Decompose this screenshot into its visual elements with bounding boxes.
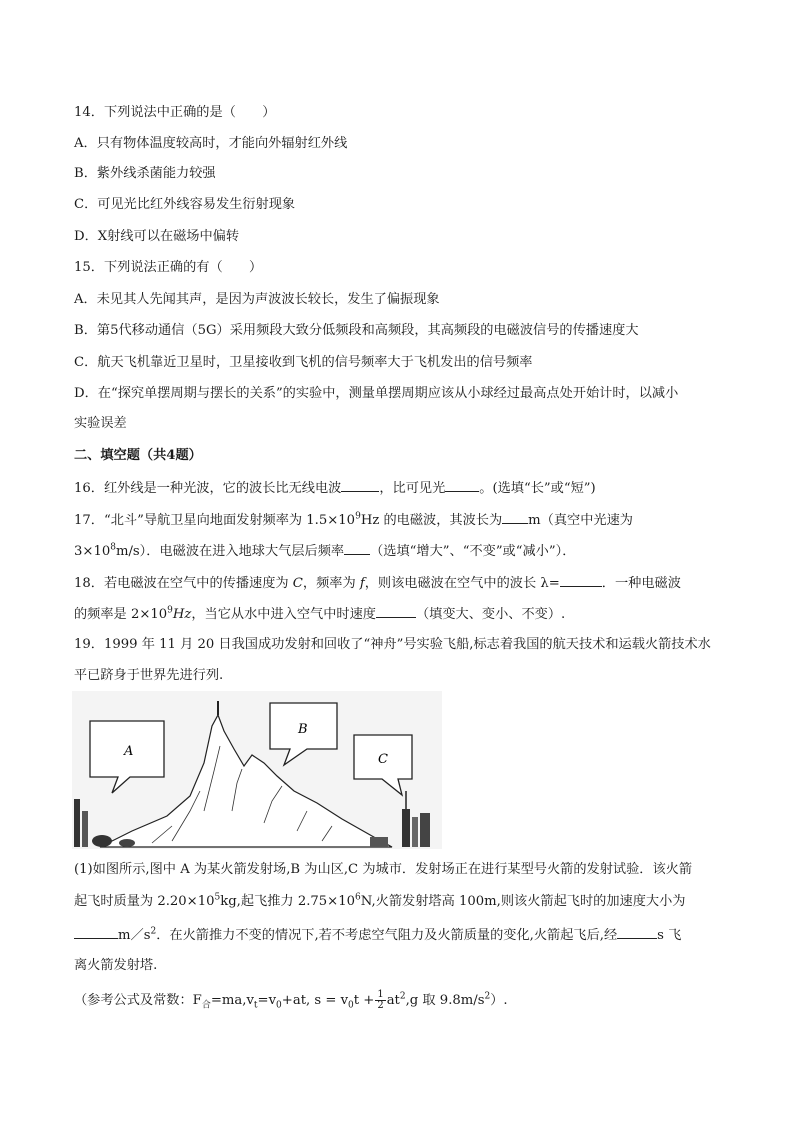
answer-blank[interactable] — [502, 509, 528, 524]
launch-dome — [92, 835, 112, 847]
q14-option-d: D．X射线可以在磁场中偏转 — [74, 229, 240, 244]
answer-blank[interactable] — [344, 540, 370, 555]
label-b: B — [298, 722, 308, 737]
q15-stem: 15．下列说法正确的有（ ） — [74, 260, 263, 275]
q19-part1-line2: 起飞时质量为 $2.20\times 10^5kg$,起飞推力 $2.75\times 10^6N$,火箭发射塔高 100m,则该火箭起飞时的加速度大小为 — [74, 892, 686, 909]
city-building-2 — [412, 817, 418, 847]
q15-option-a: A．未见其人先闻其声，是因为声波波长较长，发生了偏振现象 — [74, 292, 440, 307]
launch-dome-2 — [119, 839, 135, 847]
answer-blank[interactable] — [445, 477, 479, 492]
answer-blank[interactable] — [74, 924, 118, 939]
launch-tower-2 — [82, 811, 88, 847]
q19-part1-line1: (1)如图所示,图中 A 为某火箭发射场,B 为山区,C 为城市．发射场正在进行某型号火箭的发射试验．该火箭 — [74, 862, 693, 877]
launch-tower — [74, 799, 80, 847]
city-low-building — [370, 837, 388, 847]
q19-part1-line4: 离火箭发射塔. — [74, 958, 158, 973]
q19-intro-cont: 平已跻身于世界先进行列. — [74, 668, 224, 683]
q14-option-a: A．只有物体温度较高时，才能向外辐射红外线 — [74, 136, 348, 151]
label-c: C — [378, 752, 388, 767]
city-building — [402, 809, 410, 847]
q19-reference-formulas: （参考公式及常数：$F_合=ma,v_t=v_0+at$, $s = v_0t$ + $\frac{1}{2}$ $at^2,g$ 取 $9.8m/s^2$）. — [74, 989, 508, 1011]
answer-blank[interactable] — [560, 572, 602, 587]
q19-intro: 19．1999 年 11 月 20 日我国成功发射和回收了“神舟”号实验飞船,标志着我国的航天技术和运载火箭技术水 — [74, 637, 711, 652]
q14-stem: 14．下列说法中正确的是（ ） — [74, 105, 276, 120]
answer-blank[interactable] — [617, 924, 657, 939]
answer-blank[interactable] — [341, 477, 379, 492]
q19-part1-line3: $m/s^2$．在火箭推力不变的情况下,若不考虑空气阻力及火箭质量的变化,火箭起飞后,经 s 飞 — [74, 924, 734, 946]
q14-option-c: C．可见光比红外线容易发生衍射现象 — [74, 197, 296, 212]
q15-option-d: D．在“探究单摆周期与摆长的关系”的实验中，测量单摆周期应该从小球经过最高点处开始计时，以减小 — [74, 386, 679, 401]
q17-line1: 17．“北斗”导航卫星向地面发射频率为 $1.5\times 10^9Hz$ 的电磁波，其波长为 m（真空中光速为 — [74, 509, 734, 531]
answer-blank[interactable] — [376, 603, 416, 618]
fraction: $\frac{1}{2}$ — [377, 989, 384, 1011]
label-a: A — [124, 744, 134, 759]
q17-line2: $3\times 10^8m/s$）．电磁波在进入地球大气层后频率 （选填“增大”、“不变”或“减小”）． — [74, 540, 734, 562]
q15-option-b: B．第5代移动通信（5G）采用频段大致分低频段和高频段，其高频段的电磁波信号的传播速度大 — [74, 323, 639, 338]
city-building-3 — [420, 813, 430, 847]
q15-option-d-cont: 实验误差 — [74, 416, 127, 431]
launch-site-figure — [72, 691, 442, 849]
q16: 16．红外线是一种光波，它的波长比无线电波 ，比可见光 。(选填“长”或“短”) — [74, 477, 734, 499]
q18-line2: 的频率是 $2\times 10^9Hz$，当它从水中进入空气中时速度 （填变大、变小、不变）. — [74, 603, 734, 625]
q15-option-c: C．航天飞机靠近卫星时，卫星接收到飞机的信号频率大于飞机发出的信号频率 — [74, 355, 533, 370]
q18-line1: 18．若电磁波在空气中的传播速度为 C，频率为 f，则该电磁波在空气中的波长 λ= ．一种电磁波 — [74, 572, 734, 594]
section-title: 二、填空题（共4题） — [74, 448, 202, 463]
q14-option-b: B．紫外线杀菌能力较强 — [74, 166, 216, 181]
